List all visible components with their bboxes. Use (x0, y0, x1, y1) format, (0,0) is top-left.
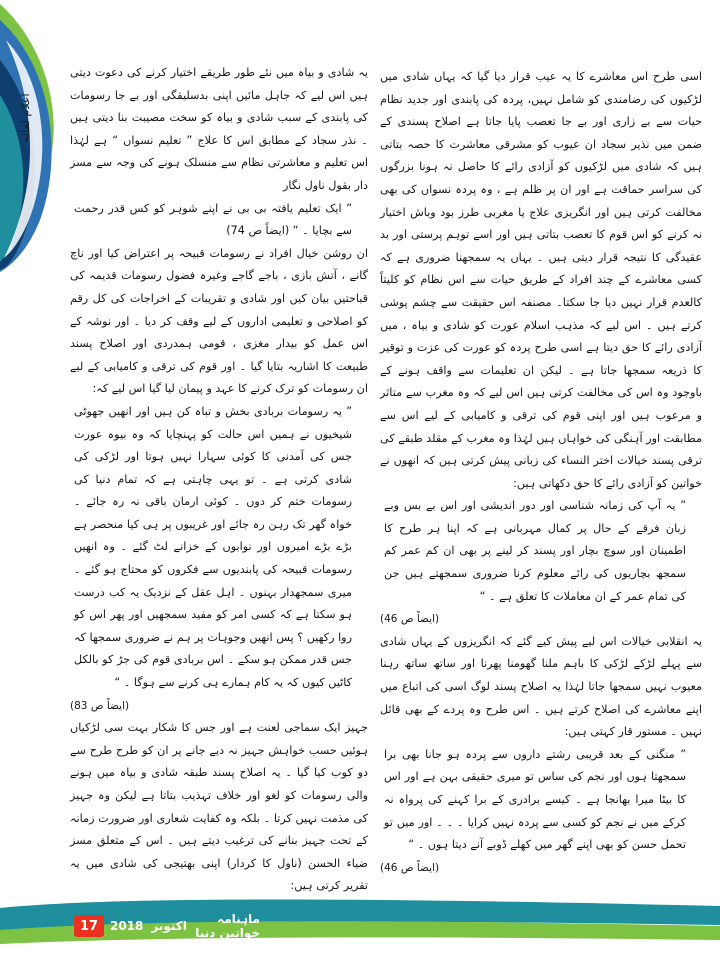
quotation: ” ایک تعلیم یافتہ بی بی نے اپنے شوہر کو کس قدر رحمت سے بچایا ۔ “ (ایضاً ص 74) (74, 201, 352, 238)
side-label: اعلام لمانہ (18, 93, 32, 143)
reference: (ایضاً ص 83) (70, 699, 130, 712)
paragraph: اسی طرح اس معاشرے کا یہ عیب قرار دیا گیا کہ یہاں شادی میں لڑکیوں کی رضامندی کو شامل نہیں، پردہ کی پابندی اور جدید نظام حیات سے بے زاری اور بے جا تعصب پایا جاتا ہے اصلاح پسندی کے ضمن میں نذیر سجاد ان عیوب کو مشرقی معاشرت کا حصہ بتاتی ہیں کہ شادی میں لڑکیوں کو آزادی رائے کا حاصل نہ ہونا بزرگوں کی سراسر حماقت ہے اور ان پر ظلم ہے ، وہ پردہ نسواں کی بھی مخالفت کرتی ہیں اور انگریزی علاج یا مغربی طرز بود وباش اختیار نہ کرنے کو اس قوم کا تعصب بتاتی ہیں اور اسے توہم پرستی اور بد عقیدگی کا نتیجہ قرار دیتی ہیں ۔ یہاں یہ سمجھنا ضروری ہے کہ کسی معاشرے کے چند افراد کے طریق حیات سے اس نظام کو کلیتاً کالعدم قرار نہیں دیا جا سکتا۔ مصنفہ اس حقیقت سے چشم پوشی کرتے ہیں ۔ اس لیے کہ مذہب اسلام عورت کو شادی و بیاہ ، میں آزادی رائے کا حق دیتا ہے اسی طرح پردہ کو عورت کی عزت و توقیر کا ذریعہ سمجھا جاتا ہے ۔ لیکن ان تعلیمات سے واقف ہونے کے باوجود وہ اس کی مخالفت کرتی ہیں اس لیے کہ وہ مغرب سے متاثر و مرعوب ہیں اور اپنی قوم کی ترقی و کامیابی کے لیے اس سے مطابقت اور آہنگی کی خواہاں ہیں لہٰذا وہ مغرب کے مقلد طبقے کی ترقی پسند خیالات اختر النساء کی زبانی پیش کرتی ہیں کہ انھوں نے خواتین کو آزادی رائے کا حق دکھاتی ہیں: (380, 70, 702, 490)
footer-magazine: ماہنامہ خواتین دنیا (195, 912, 260, 940)
left-column (70, 62, 368, 898)
paragraph: یہ انقلابی خیالات اس لیے پیش کیے گئے کہ انگریزوں کے یہاں شادی سے پہلے لڑکے لڑکی کا باہم ملنا گھومنا پھرنا اور ساتھ ساتھ رہنا معیوب نہیں سمجھا جاتا لہٰذا یہ اصلاح پسند لوگ اسی کی اتباع میں اپنے معاشرے کی اصلاح کرتے ہیں ۔ اس طرح وہ پردے کے بھی قائل نہیں ۔ مستور قار کہتی ہیں: (380, 634, 702, 739)
page-number: 17 (74, 915, 104, 937)
paragraph: یہ شادی و بیاہ میں نئے طور طریقے اختیار کرنے کی دعوت دیتی ہیں اس لیے کہ جاہل مائیں اپنی بدسلیقگی اور بے جا رسومات کی پابندی کے سبب شادی و بیاہ کو سخت مصیبت بنا دیتی ہیں ۔ نذر سجاد کے مطابق اس کا علاج ” تعلیم نسواں “ ہے لہٰذا اس تعلیم و معاشرتی نظام سے منسلک ہونے کی وجہ سے مسز دار بقول ناول نگار (70, 66, 368, 192)
paragraph: ان روشن خیال افراد نے رسومات قبیحہ پر اعتراض کیا اور ناچ گانے ، آتش بازی ، باجے گاجے وغیرہ فضول رسومات قدیمہ کی قباحتیں بیان کیں اور شادی و تقریبات کے اخراجات کی کل رقم کو اصلاحی و تعلیمی اداروں کے لیے وقف کر دیا ۔ اور نوشہ کے اس عمل کو بیدار مغزی ، قومی ہمدردی اور اصلاح پسند طبیعت کا اشاریہ بتایا گیا ۔ اور قوم کی ترقی و کامیابی کے لیے ان رسومات کو ترک کرنے کا عہد و پیمان لیا گیا اس لیے کہ: (70, 246, 368, 396)
reference: (ایضاً ص 46) (380, 861, 440, 874)
reference: (ایضاً ص 46) (380, 613, 440, 626)
paragraph: جہیز ایک سماجی لعنت ہے اور جس کا شکار بہت سی لڑکیاں ہوئیں حسب خواہش جہیز نہ دیے جانے پر ان کو طرح طرح سے دو کوب کیا گیا ۔ یہ اصلاح پسند طبقہ شادی و بیاہ میں ہونے والی رسومات کو لغو اور خلاف تہذیب بتاتا ہے لیکن وہ جہیز کی مذمت نہیں کرتا ۔ بلکہ وہ کفایت شعاری اور ضرورت زمانہ کے تحت جہیز بنانے کی ترغیب دیتے ہیں ۔ اس کے متعلق مسز ضیاء الحسن (ناول کا کردار) اپنی بھتیجی کی شادی میں یہ تقریر کرتی ہیں: (70, 721, 368, 893)
quotation: ” منگنی کے بعد قریبی رشتے داروں سے پردہ ہو جانا بھی برا سمجھتا ہوں اور نجم کی ساس تو میری حقیقی بہن ہے اور اس کا بیٹا میرا بھانجا ہے ۔ کیسے برادری کے برا کہنے کی پرواہ نہ کرکے میں نے نجم کو کسی سے پردہ نہیں کرایا ۔ ۔ ۔ اور میں تو تحمل حسن کو بھی اپنے گھر میں کھلے ڈوبے آنے دیتا ہوں ۔ “ (384, 747, 686, 852)
quotation: ” یہ آپ کی زمانہ شناسی اور دور اندیشی اور اس بے بس وبے زبان فرقے کے حال پر کمال مہربانی ہے کہ اپنا ہر طرح کا اطمینان اور سوچ بچار اور پسند کر لینے پر بھی ان کم عمر کم سمجھ بچاریوں کی رائے معلوم کرنا ضروری سمجھتے ہیں جن کی تمام عمر کے ان معاملات کا تعلق ہے ۔ “ (384, 499, 686, 603)
footer-title (110, 914, 260, 938)
footer-month: اکتوبر (151, 919, 187, 933)
right-column (380, 66, 702, 879)
footer-band (0, 908, 720, 942)
footer-year: 2018 (110, 919, 144, 933)
quotation: ” یہ رسومات بربادی بخش و تباہ کن ہیں اور انھیں جھوٹی شیخیوں نے ہمیں اس حالت کو پہنچایا کہ وہ بیوہ عورت جس کی آمدنی کا کوئی سہارا نہیں ہوتا اور لڑکی کی شادی کرتی ہے ۔ تو یہی چاہتی ہے کہ تمام دنیا کی رسومات ختم کر دوں ۔ کوئی ارمان باقی نہ رہ جائے ۔ خواہ گھر تک رہن رہ جائے اور غریبوں پر ہی کیا منحصر ہے بڑے بڑے امیروں اور نوابوں کے خزانے لٹ گئے ۔ وہ انھیں رسومات قبیحہ کی پابندیوں سے فکروں کو محتاج ہو گئے ۔ میری سمجھدار بہنوں ۔ اہل عقل کے نزدیک یہ کب درست ہو سکتا ہے کہ کسی امر کو مفید سمجھیں اور پھر اس کو روا رکھیں ؟ پس انھیں وجوہات پر ہم نے ضروری سمجھا کہ جس قدر ممکن ہو سکے ۔ اس بربادی قوم کی جڑ کو بالکل کاٹیں کیوں کہ یہ کام ہمارے ہی کرنے سے ہوگا ۔ “ (74, 404, 352, 690)
